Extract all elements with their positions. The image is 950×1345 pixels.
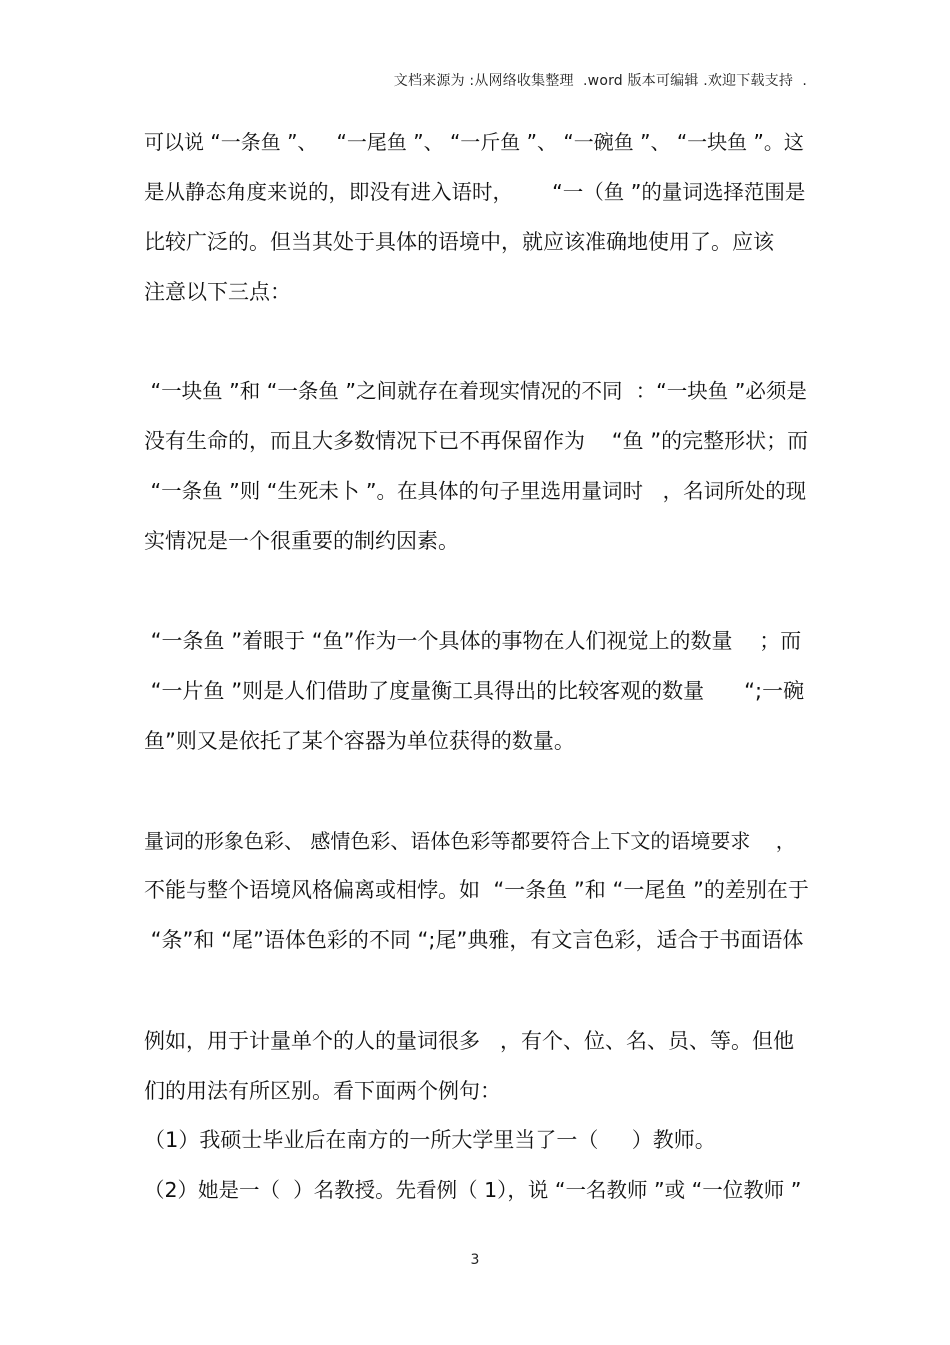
example-sentence-2: （2）她是一（ ）名教授。先看例（ 1），说 “一名教师 ”或 “一位教师 ”	[144, 1178, 802, 1202]
text-line: 比较广泛的。但当其处于具体的语境中，就应该准确地使用了。应该	[144, 230, 774, 254]
document-source-header: 文档来源为 :从网络收集整理 .word 版本可编辑 .欢迎下载支持 .	[393, 73, 807, 89]
text-line: “一块鱼 ”和 “一条鱼 ”之间就存在着现实情况的不同 ：“一块鱼 ”必须是	[144, 379, 807, 403]
text-line: “条”和 “尾”语体色彩的不同 “;尾”典雅，有文言色彩，适合于书面语体	[144, 928, 804, 952]
text-line: 鱼”则又是依托了某个容器为单位获得的数量。	[144, 729, 575, 753]
page-number: 3	[470, 1252, 480, 1268]
text-line: “一条鱼 ”着眼于 “鱼”作为一个具体的事物在人们视觉上的数量 ；而	[144, 629, 802, 653]
text-line: 实情况是一个很重要的制约因素。	[144, 529, 459, 553]
text-line: “一片鱼 ”则是人们借助了度量衡工具得出的比较客观的数量 “;一碗	[144, 679, 805, 703]
text-line: 们的用法有所区别。看下面两个例句：	[144, 1079, 501, 1103]
text-line: 量词的形象色彩、 感情色彩、语体色彩等都要符合上下文的语境要求 ，	[144, 829, 796, 853]
text-line: “一条鱼 ”则 “生死未卜 ”。在具体的句子里选用量词时 ，名词所处的现	[144, 479, 807, 503]
text-line: 是从静态角度来说的，即没有进入语时， “一（鱼 ”的量词选择范围是	[144, 180, 806, 204]
text-line: 注意以下三点：	[144, 280, 291, 304]
example-sentence-1: （1）我硕士毕业后在南方的一所大学里当了一（ ）教师。	[144, 1128, 716, 1152]
text-line: 没有生命的，而且大多数情况下已不再保留作为 “鱼 ”的完整形状；而	[144, 429, 809, 453]
text-line: 不能与整个语境风格偏离或相悖。如 “一条鱼 ”和 “一尾鱼 ”的差别在于	[144, 878, 809, 902]
text-line: 例如，用于计量单个的人的量词很多 ，有个、位、名、员、等。但他	[144, 1029, 795, 1053]
text-line: 可以说 “一条鱼 ”、 “一尾鱼 ”、 “一斤鱼 ”、 “一碗鱼 ”、 “一块鱼 ”。这	[144, 130, 804, 154]
